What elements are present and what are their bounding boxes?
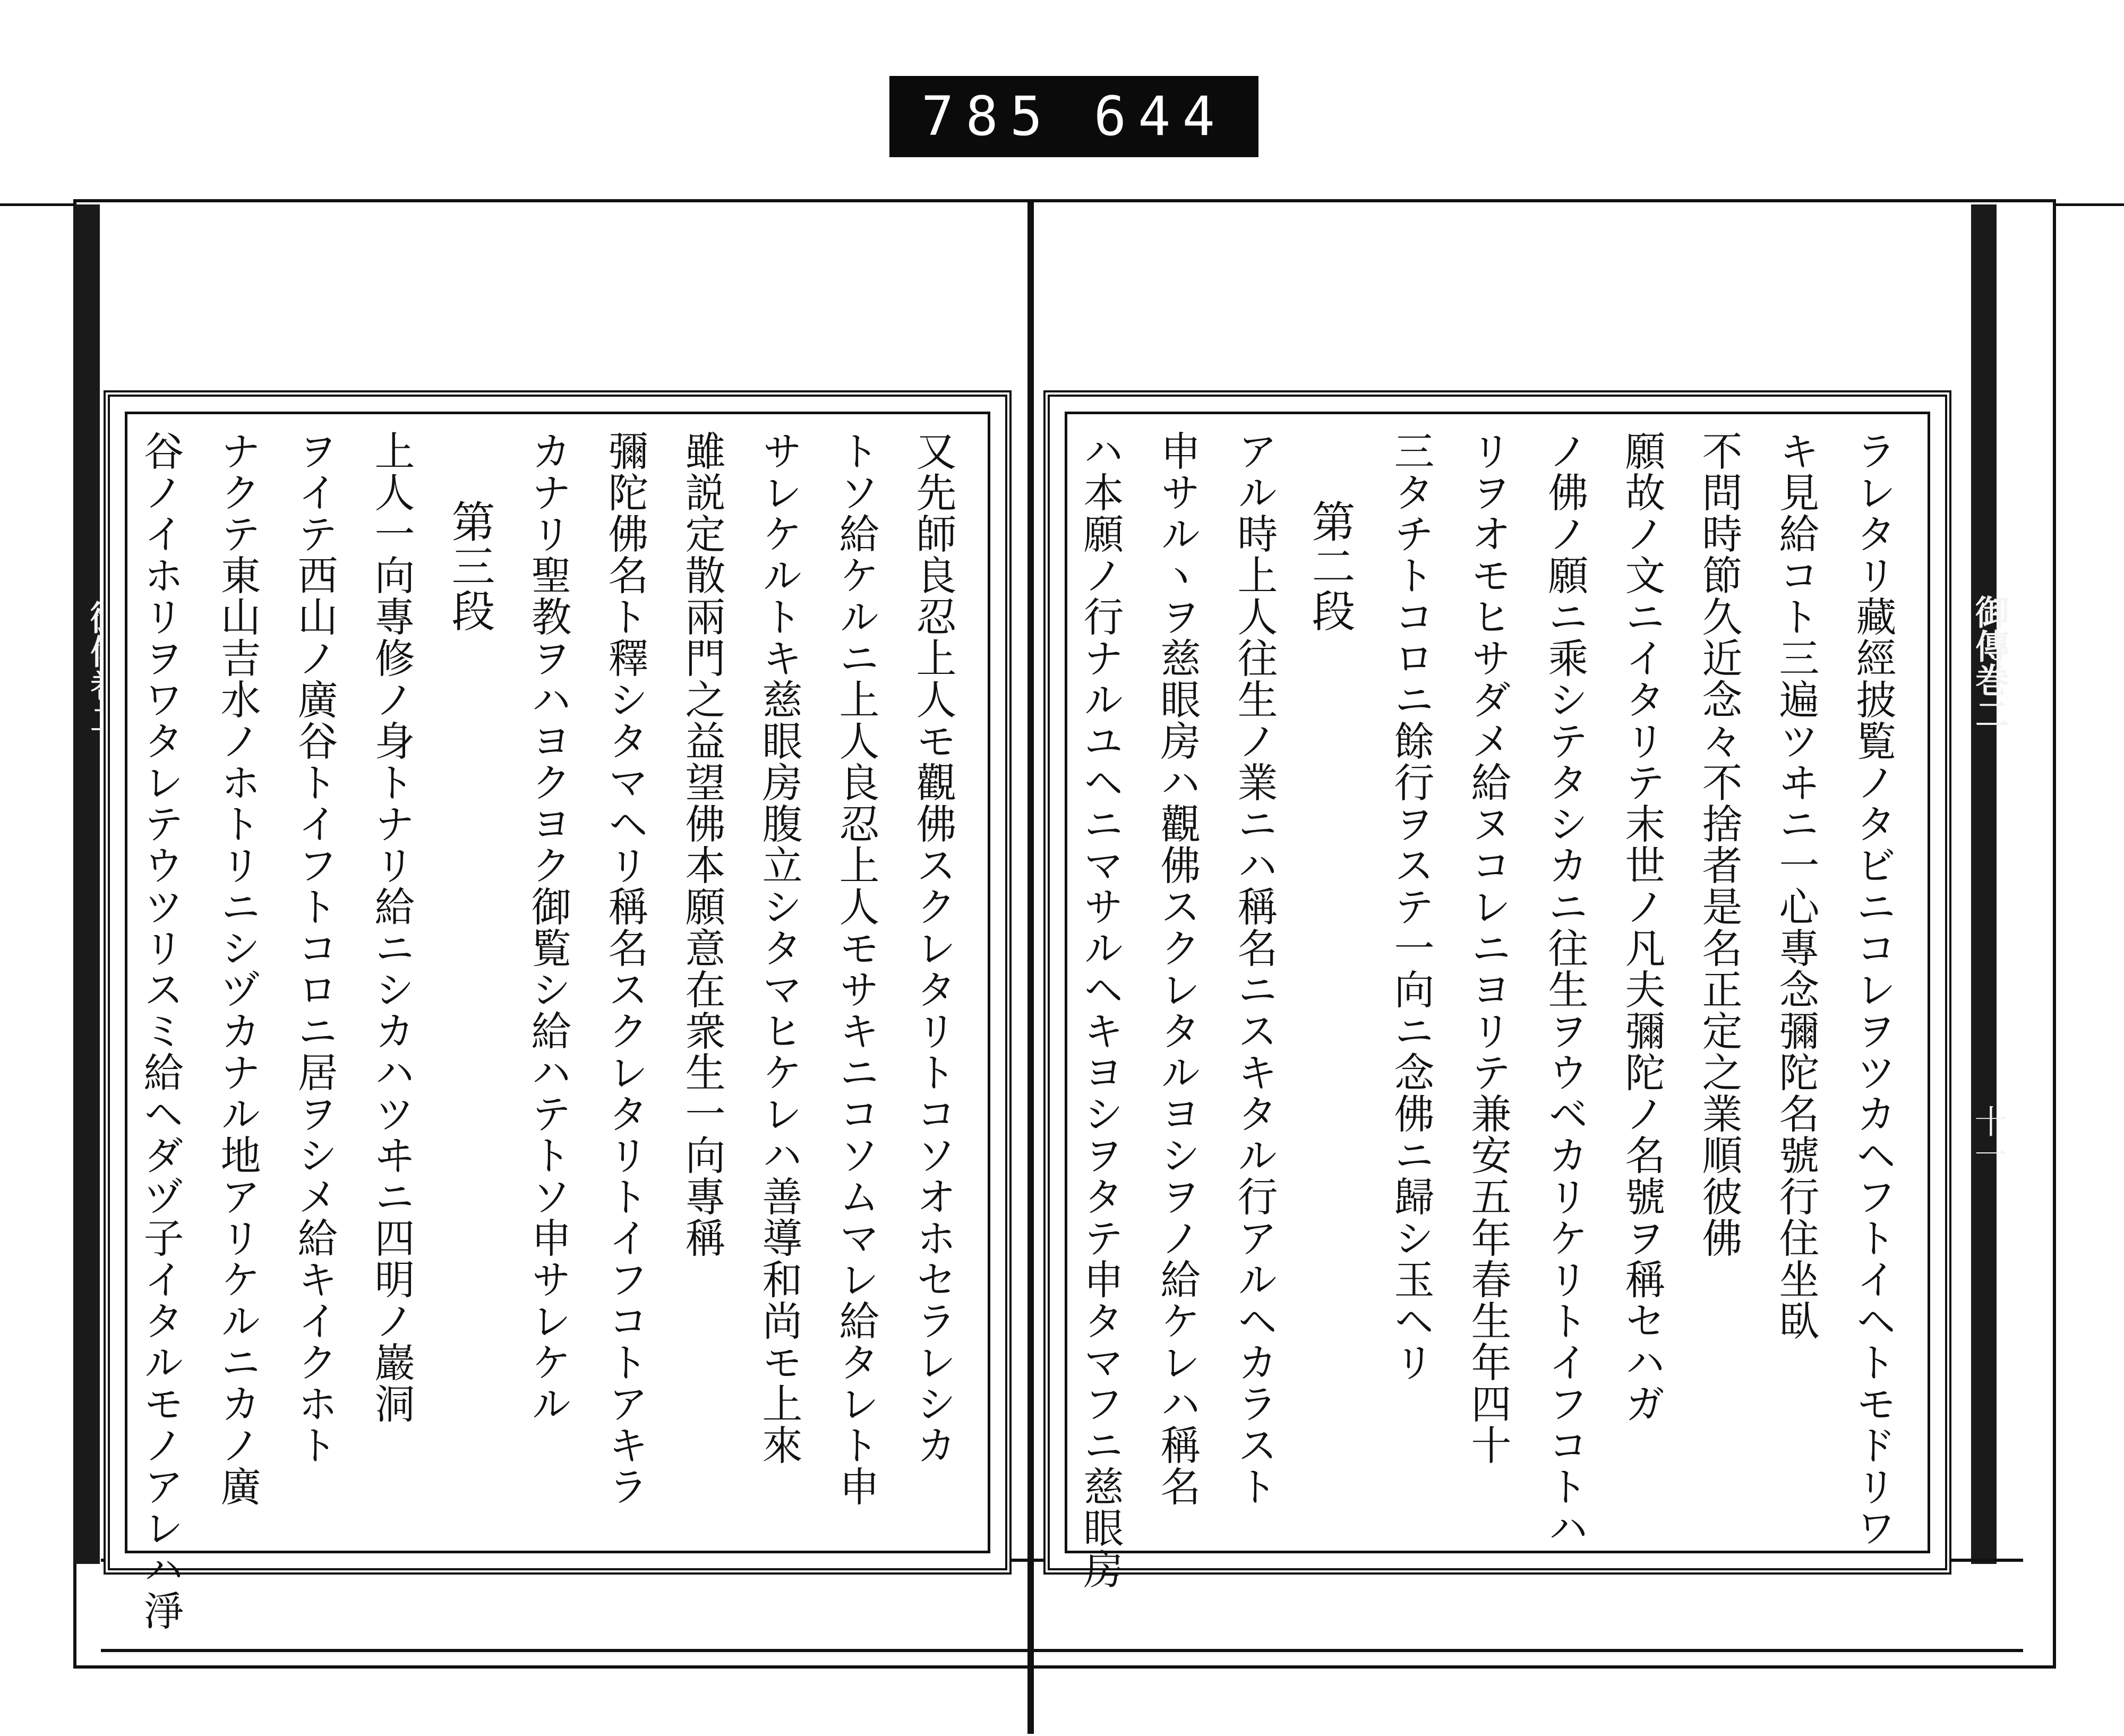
left-col-7: 彌陀佛名ト釋シタマヘリ稱名スクレタリトイフコトアキラ (602, 430, 649, 1507)
right-col-11: ハ本願ノ行ナルユヘニマサルヘキヨシヲタテ申タマフニ慈眼房 (1077, 430, 1124, 1590)
right-col-6: リヲオモヒサダメ給ヌコレニヨリテ兼安五年春生年四十 (1464, 430, 1512, 1466)
right-col-7: 三タチトコロニ餘行ヲステ一向ニ念佛ニ歸シ玉ヘリ (1388, 430, 1435, 1383)
right-col-5: ノ佛ノ願ニ乘シテタシカニ往生ヲウベカリケリトイフコトハ (1541, 430, 1589, 1549)
left-section-heading: 第三段 (444, 499, 495, 633)
left-col-3: ヲイテ西山ノ廣谷トイフトコロニ居ヲシメ給キイクホト (291, 430, 338, 1466)
left-col-4: 上人一向專修ノ身トナリ給ニシカハツヰニ四明ノ巖洞 (368, 430, 415, 1424)
archive-label (889, 76, 1258, 157)
book-spine (1027, 199, 1034, 1734)
right-margin-title: 御傳巻二 (1969, 595, 2009, 731)
right-page-frame (1043, 390, 1951, 1590)
right-col-10: 申サルヽヲ慈眼房ハ觀佛スクレタルヨシヲノ給ケレハ稱名 (1154, 430, 1201, 1507)
right-section-heading: 第二段 (1305, 499, 1355, 633)
right-col-9: アル時上人往生ノ業ニハ稱名ニスキタル行アルヘカラスト (1231, 430, 1278, 1507)
right-col-2: キ見給コト三遍ツヰニ一心專念彌陀名號行住坐臥 (1772, 430, 1820, 1341)
left-page-frame (104, 390, 1012, 1631)
left-col-11: 又先師良忍上人モ觀佛スクレタリトコソオホセラレシカ (910, 430, 957, 1466)
left-col-9: サレケルトキ慈眼房腹立シタマヒケレハ善導和尚モ上來 (756, 430, 803, 1466)
right-book-edge (1971, 204, 1997, 1564)
left-col-6: カナリ聖教ヲハヨクヨク御覧シ給ハテトソ申サレケル (525, 430, 572, 1424)
right-col-3: 不問時節久近念々不捨者是名正定之業順彼佛 (1695, 430, 1743, 1259)
left-col-2: ナクテ東山吉水ノホトリニシヅカナル地アリケルニカノ廣 (214, 430, 261, 1507)
right-page-text-area (1065, 412, 1930, 1590)
archive-number-right: 644 (1093, 85, 1227, 148)
bottom-rule-2 (101, 1649, 2023, 1652)
archive-number-left: 785 (921, 85, 1055, 148)
right-col-1: ラレタリ藏經披覧ノタビニコレヲツカヘフトイヘトモドリワ (1849, 430, 1897, 1549)
left-col-8: 雖説定散兩門之益望佛本願意在衆生一向專稱 (679, 430, 726, 1259)
left-book-edge (74, 204, 100, 1564)
left-page-text-area (125, 412, 990, 1631)
right-col-4: 願故ノ文ニイタリテ末世ノ凡夫彌陀ノ名號ヲ稱セハガ (1618, 430, 1666, 1424)
left-col-1: 谷ノイホリヲワタレテウツリスミ給ヘダヅ子イタルモノアレハ淨 (137, 430, 184, 1631)
right-fold-number: 十一 (1969, 1105, 2008, 1170)
left-col-10: トソ給ケルニ上人良忍上人モサキニコソムマレ給タレト申 (833, 430, 880, 1507)
